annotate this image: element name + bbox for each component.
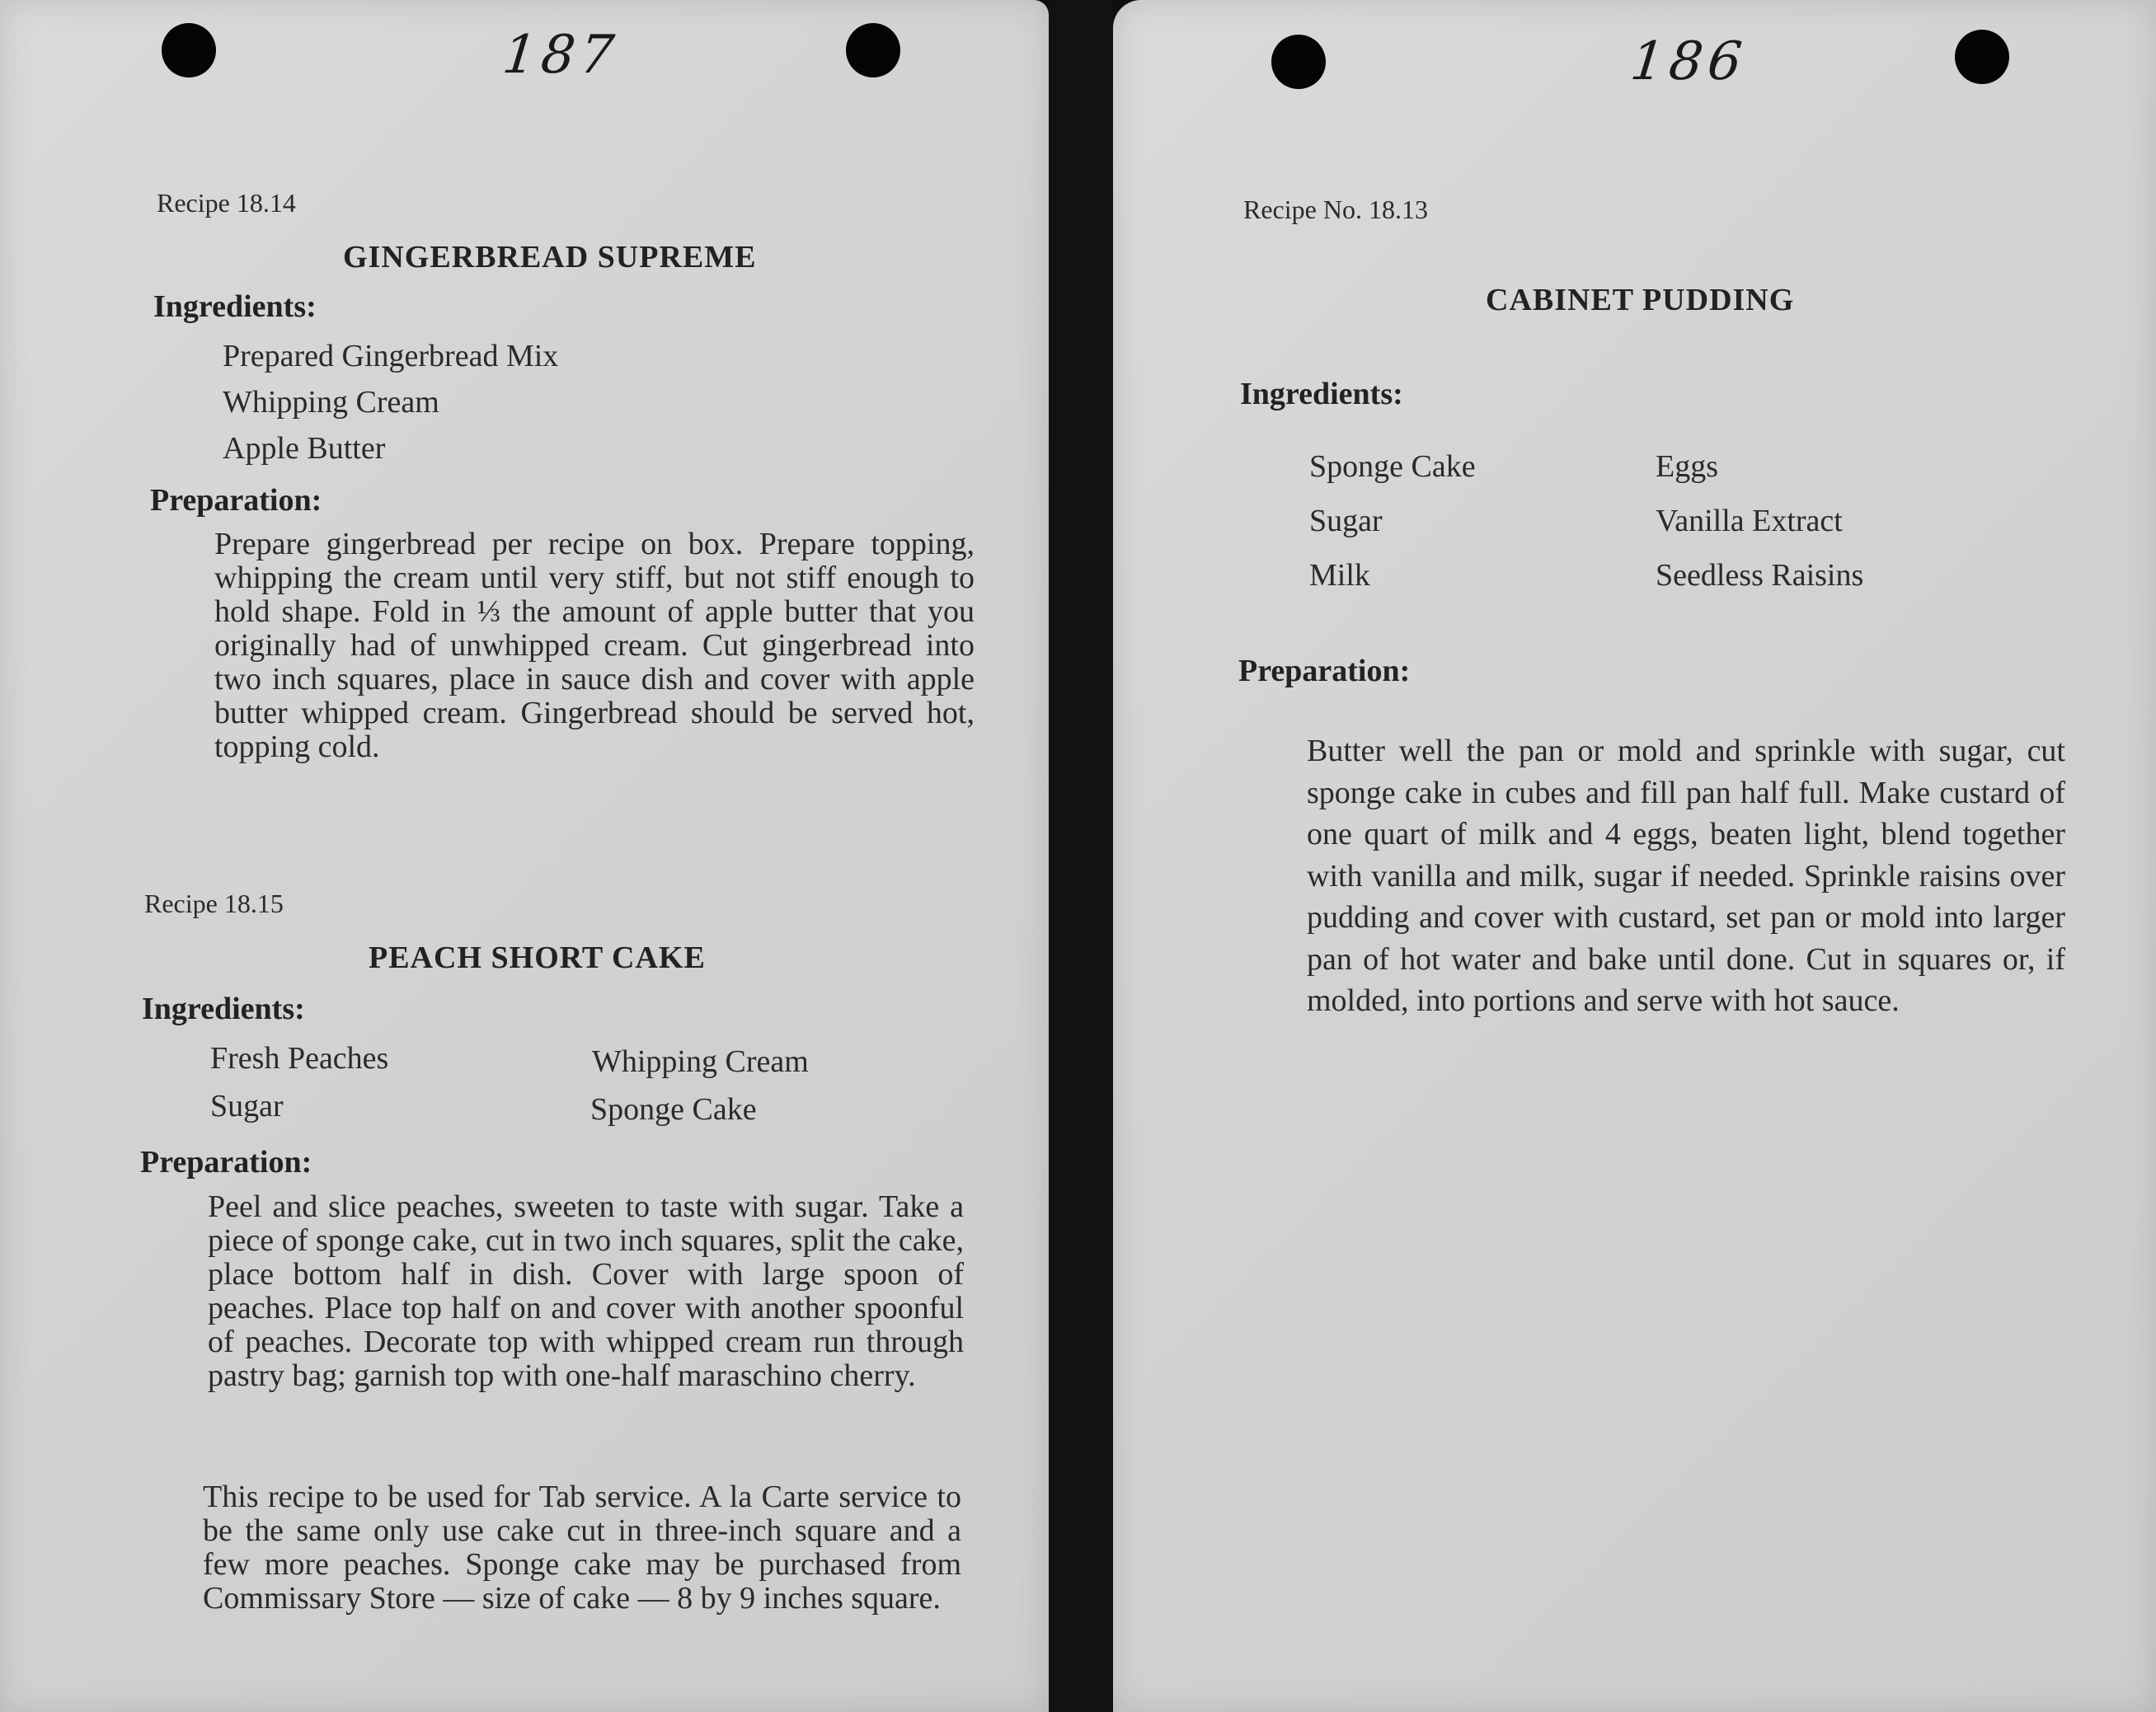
ingredient-item: Whipping Cream [223,385,439,420]
punch-hole-left-1 [162,23,216,77]
recipe-title: CABINET PUDDING [1486,283,1795,317]
preparation-heading: Preparation: [1238,654,1411,688]
ingredient-item: Sponge Cake [1309,449,1476,484]
card-gap [1049,0,1113,1712]
page-number: 186 [1628,31,1750,92]
service-note: This recipe to be used for Tab service. A la Carte service to be the same only use cake cut in three-inch square and a few more peaches. Sponge cake may be purchased from Commissary Store — size of cake — 8 by 9 inches square. [203,1480,961,1616]
punch-hole-right-2 [1955,30,2009,84]
preparation-text: Peel and slice peaches, sweeten to taste with sugar. Take a piece of sponge cake, cut in two inch squares, split the cake, place bottom half in dish. Cover with large spoon of peaches. Place top half on and cover with another spoonful of peaches. Decorate top with whipped cream run through pastry bag; garnish top with one-half maraschino cherry. [208,1189,964,1393]
right-recipe-card [1113,0,2156,1712]
ingredients-heading: Ingredients: [142,992,305,1026]
ingredient-item: Fresh Peaches [210,1041,389,1076]
ingredient-item: Sugar [1309,504,1383,538]
ingredients-heading: Ingredients: [1240,377,1403,411]
preparation-text: Prepare gingerbread per recipe on box. Prepare topping, whipping the cream until very stiff, but not stiff enough to hold shape. Fold in ⅓ the amount of apple butter that you originally had of unwhipped cream. Cut gingerbread into two inch squares, place in sauce dish and cover with apple butter whipped cream. Gingerbread should be served hot, topping cold. [214,527,975,764]
ingredient-item: Sugar [210,1089,284,1123]
ingredient-item: Eggs [1656,449,1718,484]
ingredients-heading: Ingredients: [153,289,317,324]
ingredient-item: Prepared Gingerbread Mix [223,339,559,373]
recipe-title: GINGERBREAD SUPREME [343,240,757,274]
preparation-text: Butter well the pan or mold and sprinkle with sugar, cut sponge cake in cubes and fill pan half full. Make custard of one quart of milk and 4 eggs, beaten light, blend together with vanilla and milk, sugar if needed. Sprinkle raisins over pudding and cover with custard, set pan or mold into larger pan of hot water and bake until done. Cut in squares or, if molded, into portions and serve with hot sauce. [1307,734,2065,1018]
ingredient-item: Sponge Cake [590,1092,757,1127]
recipe-number: Recipe 18.14 [157,188,296,218]
ingredient-item: Whipping Cream [592,1044,809,1079]
ingredient-item: Vanilla Extract [1656,504,1843,538]
ingredient-item: Seedless Raisins [1656,558,1864,593]
left-recipe-card [0,0,1049,1712]
page-number: 187 [500,25,622,86]
preparation-heading: Preparation: [150,483,322,518]
recipe-number: Recipe No. 18.13 [1243,195,1428,224]
ingredient-item: Milk [1309,558,1370,593]
punch-hole-left-2 [846,23,900,77]
punch-hole-right-1 [1271,35,1326,89]
recipe-title: PEACH SHORT CAKE [369,940,706,975]
preparation-heading: Preparation: [140,1145,312,1180]
recipe-number: Recipe 18.15 [144,889,284,918]
ingredient-item: Apple Butter [223,431,386,466]
